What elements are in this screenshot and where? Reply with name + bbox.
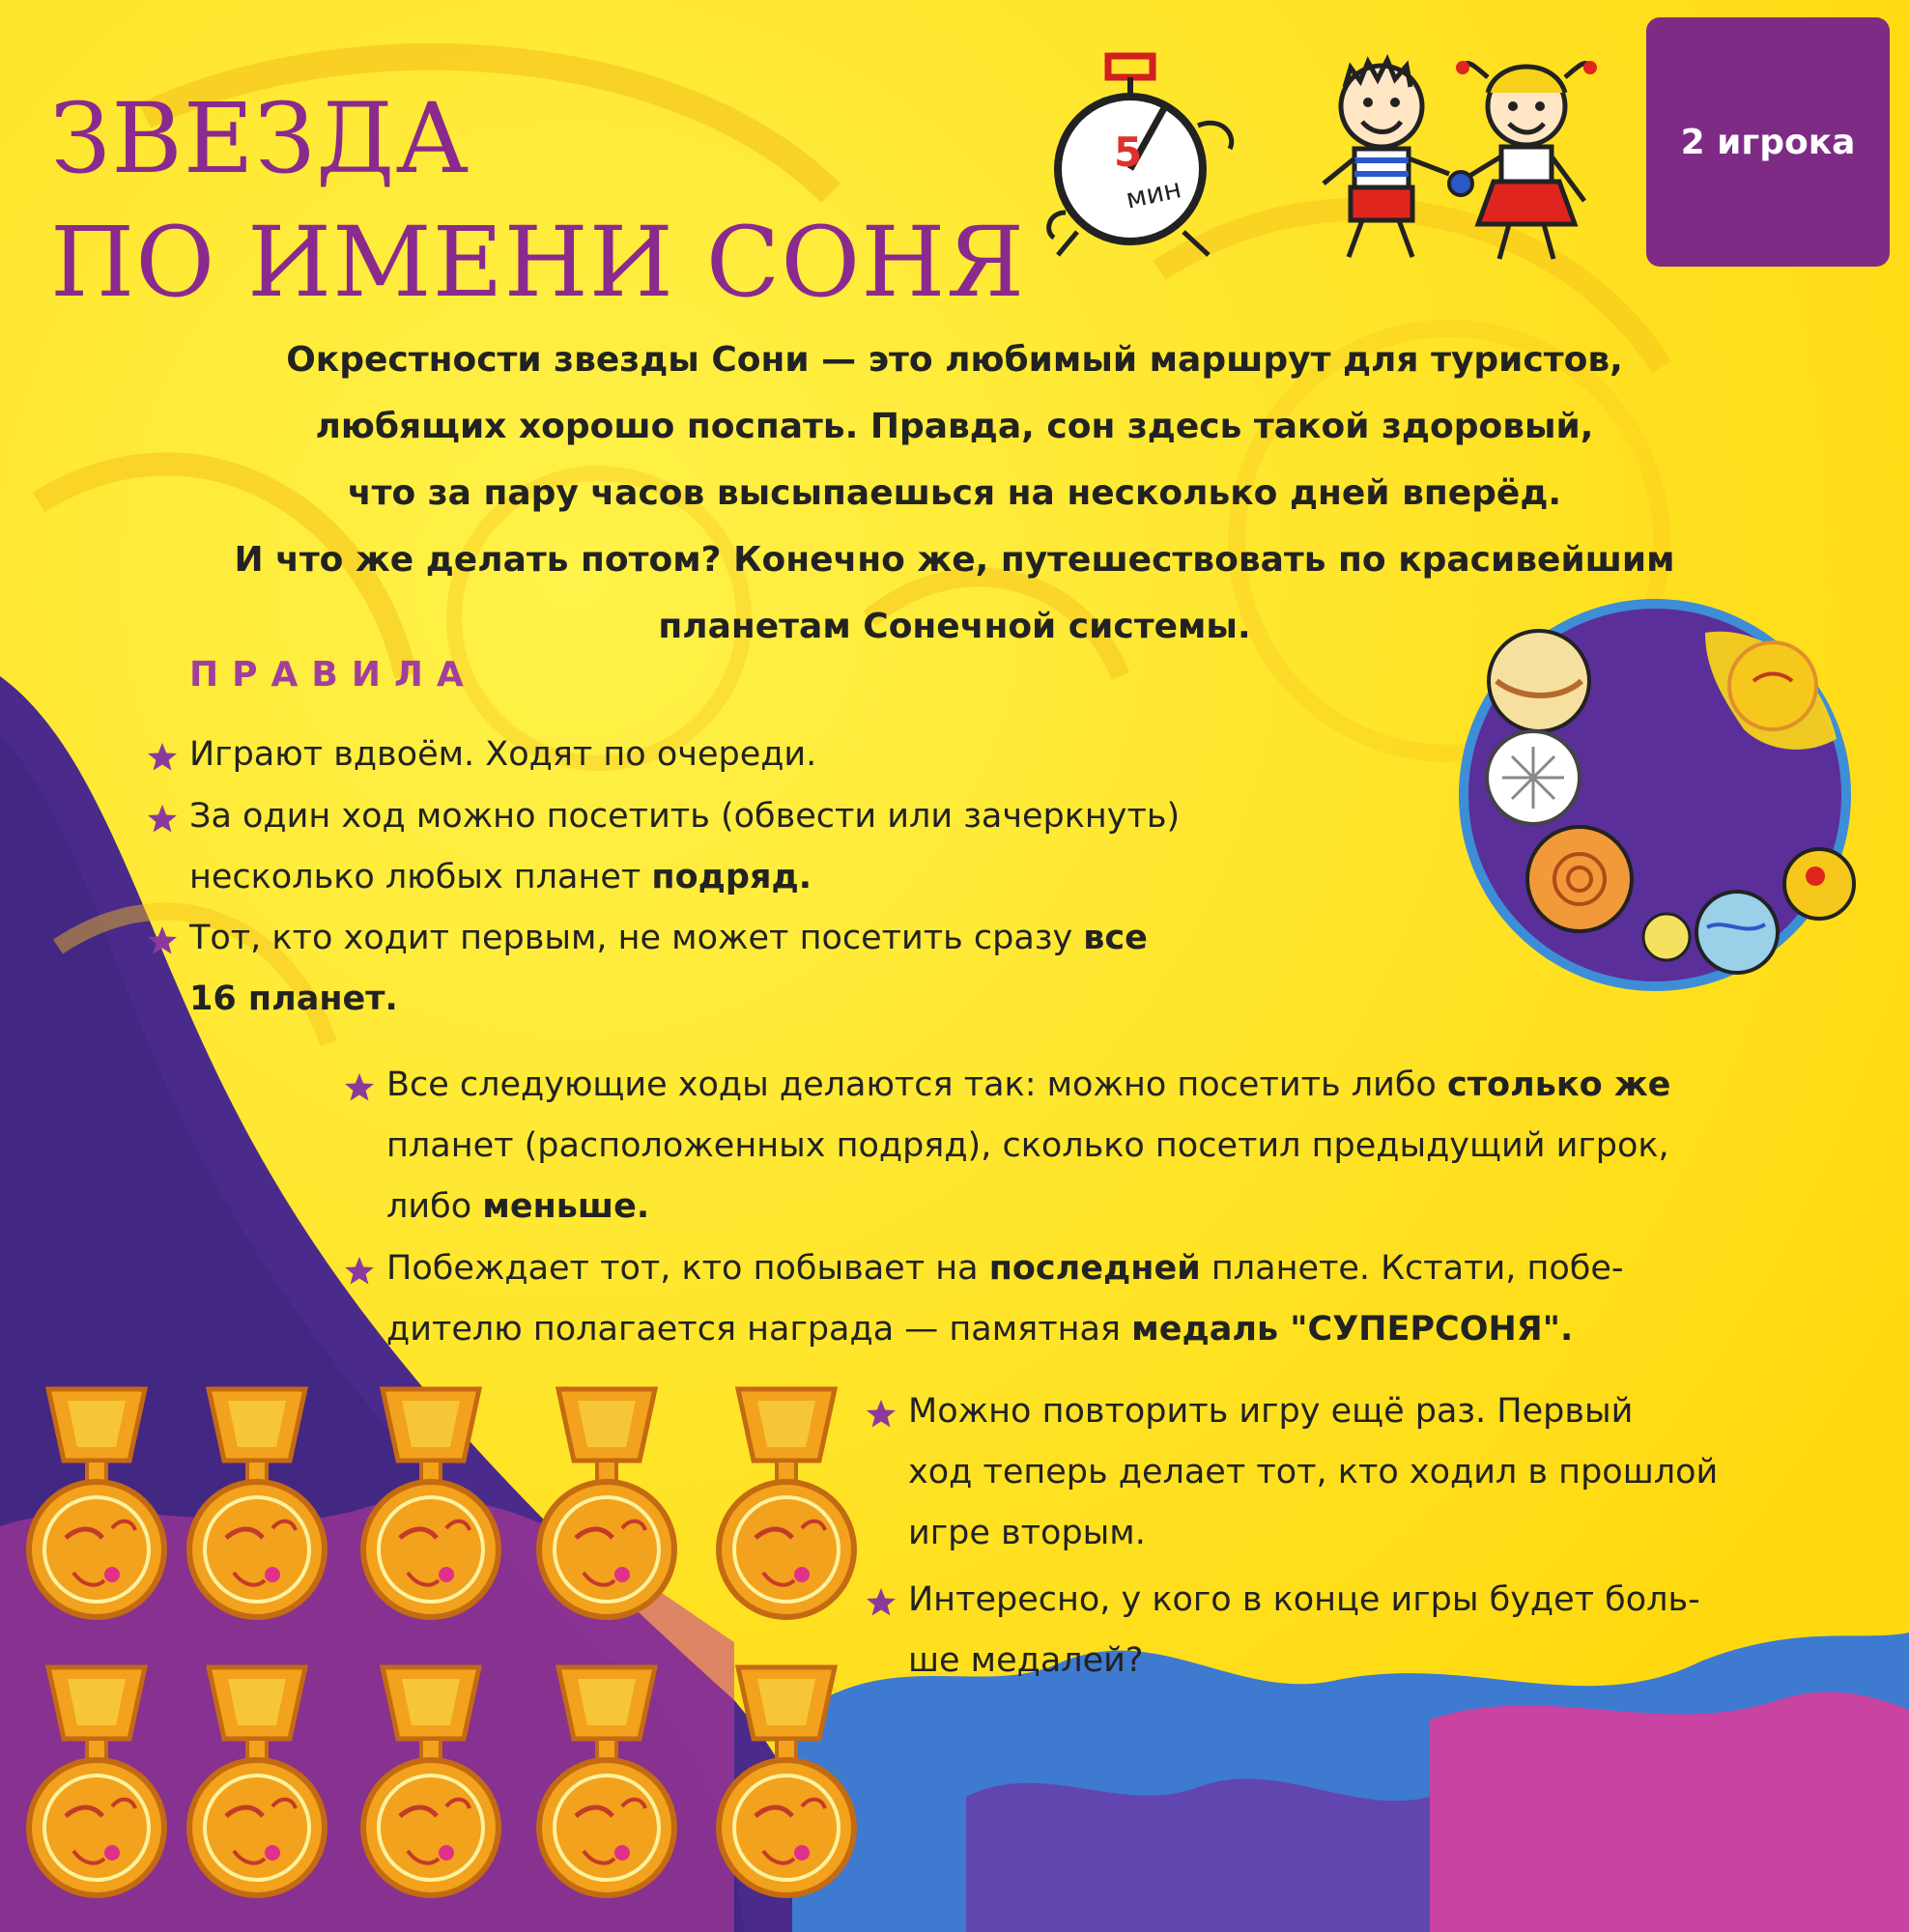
- rule-line: [189, 847, 1445, 908]
- rule-emphasis: последней: [988, 1249, 1201, 1288]
- star-bullet-icon: [864, 1397, 898, 1432]
- rule-text: Интересно, у кого в конце игры будет боль-: [908, 1580, 1700, 1619]
- medal-icon: [529, 1383, 684, 1634]
- rule-line: [189, 969, 1368, 1030]
- rule-text: Играют вдвоём. Ходят по очереди.: [189, 735, 817, 774]
- rule-text: ход теперь делает тот, кто ходил в прошлой: [908, 1453, 1719, 1492]
- rule-item: [189, 908, 1368, 1030]
- rule-text: игре вторым.: [908, 1514, 1146, 1552]
- rule-emphasis: 16 планет.: [189, 980, 398, 1018]
- star-bullet-icon: [145, 923, 180, 958]
- rule-item: [908, 1381, 1841, 1564]
- medal-icon: [709, 1662, 864, 1913]
- page-title: [50, 77, 1025, 325]
- solar-system-illustration: [1454, 594, 1856, 996]
- rule-item: [189, 724, 1445, 785]
- rule-line: [386, 1055, 1836, 1116]
- players-badge: [1646, 17, 1890, 267]
- rule-emphasis: меньше.: [482, 1187, 650, 1226]
- players-badge-label: 2 игрока: [1680, 122, 1856, 162]
- star-bullet-icon: [145, 740, 180, 775]
- intro-line: любящих хорошо поспать. Правда, сон здесь такой здоровый,: [315, 407, 1594, 446]
- rule-line: [189, 908, 1368, 969]
- intro-line: И что же делать потом? Конечно же, путешествовать по красивейшим: [234, 540, 1675, 580]
- rule-item: [908, 1570, 1841, 1691]
- medal-icon: [354, 1383, 508, 1634]
- rule-text: Можно повторить игру ещё раз. Первый: [908, 1392, 1634, 1431]
- rule-text: планете. Кстати, побе-: [1200, 1249, 1624, 1288]
- medal-icon: [180, 1662, 334, 1913]
- medal-icon: [19, 1662, 174, 1913]
- rule-text: несколько любых планет: [189, 858, 652, 896]
- rule-line: [189, 786, 1445, 847]
- rules-heading: ПРАВИЛА: [189, 655, 477, 695]
- rule-line: [908, 1631, 1841, 1691]
- intro-line: планетам Сонечной системы.: [658, 607, 1251, 646]
- title-line-2: ПО ИМЕНИ СОНЯ: [50, 206, 1026, 319]
- timer-unit: мин: [1123, 172, 1184, 215]
- rule-text: дителю полагается награда — памятная: [386, 1310, 1132, 1349]
- intro-line: что за пару часов высыпаешься на несколько дней вперёд.: [347, 473, 1562, 513]
- rule-line: [189, 724, 1445, 785]
- children-illustration: [1295, 39, 1613, 270]
- rule-item: [189, 786, 1445, 908]
- rule-item: [386, 1055, 1836, 1237]
- rule-text: За один ход можно посетить (обвести или зачеркнуть): [189, 797, 1181, 836]
- timer-number: 5: [1114, 128, 1143, 176]
- stopwatch-icon: [1039, 48, 1251, 261]
- star-bullet-icon: [342, 1254, 377, 1289]
- rule-line: [908, 1442, 1841, 1503]
- medal-icon: [354, 1662, 508, 1913]
- rule-line: [908, 1381, 1841, 1442]
- star-bullet-icon: [864, 1585, 898, 1620]
- rule-text: Все следующие ходы делаются так: можно посетить либо: [386, 1065, 1447, 1104]
- rule-text: планет (расположенных подряд), сколько посетил предыдущий игрок,: [386, 1126, 1669, 1165]
- medal-icon: [529, 1662, 684, 1913]
- rule-line: [386, 1238, 1836, 1299]
- rule-text: Побеждает тот, кто побывает на: [386, 1249, 989, 1288]
- rule-line: [386, 1177, 1836, 1237]
- intro-line: Окрестности звезды Сони — это любимый маршрут для туристов,: [286, 340, 1623, 380]
- medal-icon: [19, 1383, 174, 1634]
- title-line-1: ЗВЕЗДА: [50, 82, 470, 195]
- medal-icon: [709, 1383, 864, 1634]
- rule-text: ше медалей?: [908, 1641, 1144, 1680]
- rule-emphasis: столько же: [1446, 1065, 1671, 1104]
- rule-line: [908, 1570, 1841, 1631]
- rule-emphasis: подряд.: [651, 858, 812, 896]
- medal-icon: [180, 1383, 334, 1634]
- rule-line: [908, 1503, 1841, 1564]
- star-bullet-icon: [342, 1070, 377, 1105]
- rule-item: [386, 1238, 1836, 1360]
- rule-text: Тот, кто ходит первым, не может посетить сразу: [189, 919, 1084, 957]
- rule-emphasis: медаль "СУПЕРСОНЯ".: [1131, 1310, 1574, 1349]
- rule-line: [386, 1116, 1836, 1177]
- star-bullet-icon: [145, 802, 180, 837]
- rule-text: либо: [386, 1187, 483, 1226]
- rule-line: [386, 1299, 1836, 1360]
- rule-emphasis: все: [1083, 919, 1148, 957]
